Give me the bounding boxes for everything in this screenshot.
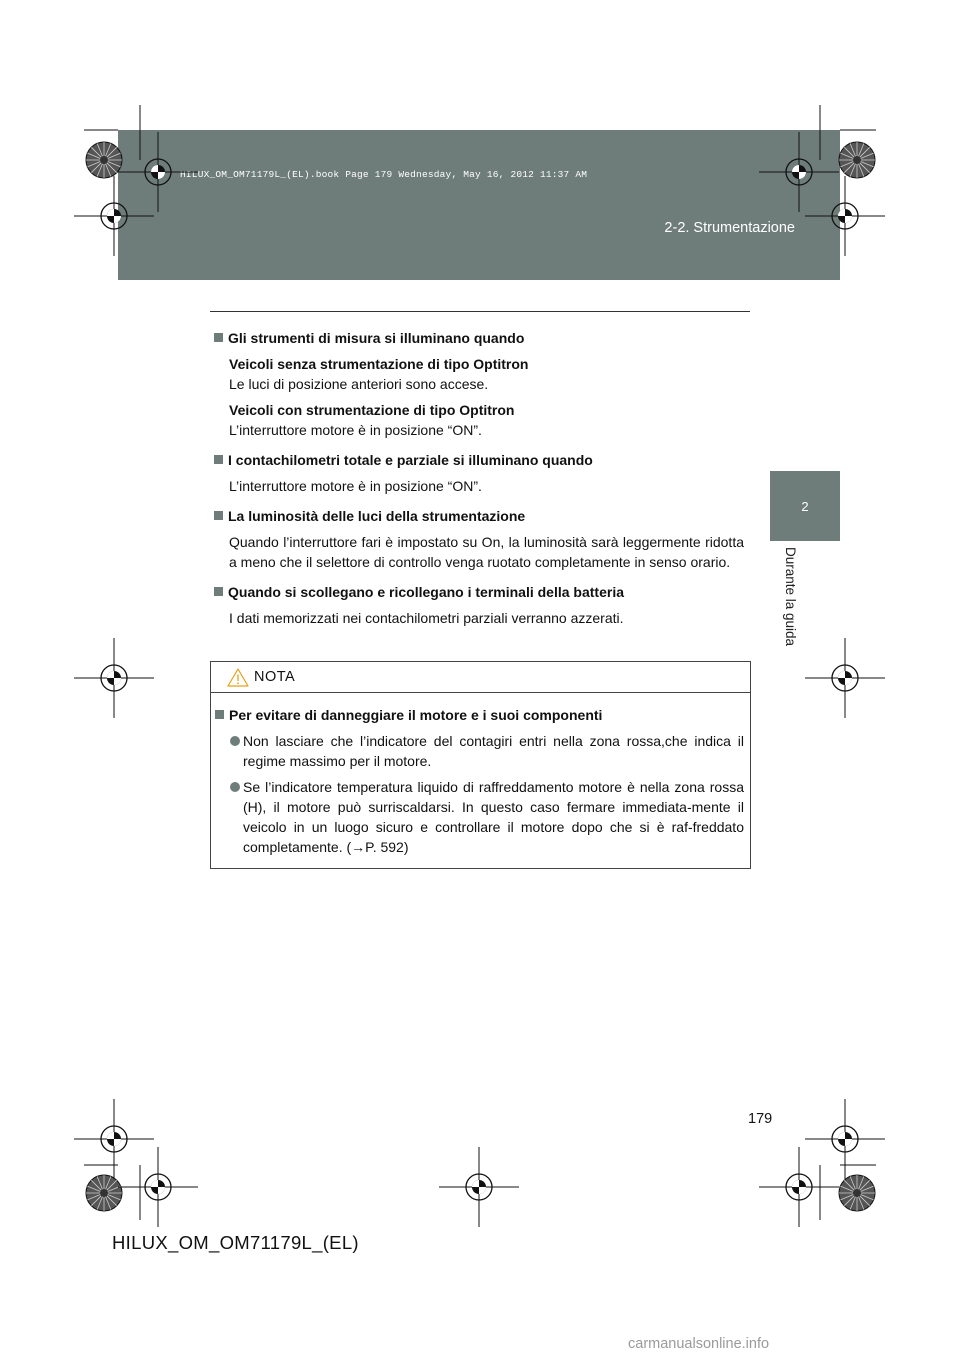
sub-heading: Veicoli con strumentazione di tipo Optitron: [229, 402, 515, 418]
registration-mark-icon: [805, 176, 885, 256]
registration-mark-icon: [74, 1099, 154, 1179]
section-heading: Gli strumenti di misura si illuminano quando: [214, 328, 744, 348]
chapter-number: 2: [801, 499, 809, 514]
page-number: 179: [748, 1111, 773, 1127]
registration-star-icon: [86, 142, 122, 178]
registration-star-icon: [839, 1175, 875, 1211]
body-text: I dati memorizzati nei contachilometri parziali verranno azzerati.: [229, 610, 624, 626]
note-heading: Per evitare di danneggiare il motore e i suoi componenti: [215, 705, 744, 725]
registration-mark-icon: [439, 1147, 519, 1227]
note-bullet: Non lasciare che l’indicatore del contagiri entri nella zona rossa,che indica il regime massimo per il motore.: [215, 731, 744, 771]
registration-mark-icon: [805, 638, 885, 718]
file-stamp: HILUX_OM_OM71179L_(EL).book Page 179 Wednesday, May 16, 2012 11:37 AM: [180, 169, 588, 180]
registration-star-icon: [86, 1175, 122, 1211]
registration-mark-icon: [118, 1147, 198, 1227]
crop-lines: [84, 105, 876, 1220]
section-heading: La luminosità delle luci della strumentazione: [214, 506, 744, 526]
note-bullet: Se l’indicatore temperatura liquido di raffreddamento motore è nella zona rossa (H), il motore può surriscaldarsi. In questo caso fermare immediata-mente il veicolo in un luogo sicuro e controllare il motore dopo che si è raf-freddato completamente. (→P. 592): [215, 777, 744, 857]
body-text: Quando l’interruttore fari è impostato su On, la luminosità sarà leggermente ridotta a meno che il selettore di controllo venga ruotato completamente in senso orario.: [229, 534, 744, 570]
registration-mark-icon: [118, 132, 198, 212]
footer-link[interactable]: carmanualsonline.info: [628, 1336, 770, 1352]
registration-star-icon: [839, 142, 875, 178]
note-title: NOTA: [254, 669, 296, 685]
sub-heading: Veicoli senza strumentazione di tipo Optitron: [229, 356, 529, 372]
registration-mark-icon: [759, 132, 839, 212]
section-heading: Quando si scollegano e ricollegano i terminali della batteria: [214, 582, 744, 602]
body-text: Le luci di posizione anteriori sono accese.: [229, 376, 489, 392]
registration-mark-icon: [74, 638, 154, 718]
registration-mark-icon: [759, 1147, 839, 1227]
document-code: HILUX_OM_OM71179L_(EL): [112, 1232, 359, 1253]
body-text: L’interruttore motore è in posizione “ON”.: [229, 478, 482, 494]
registration-mark-icon: [805, 1099, 885, 1179]
section-heading: I contachilometri totale e parziale si illuminano quando: [214, 450, 744, 470]
chapter-title: Durante la guida: [783, 547, 798, 647]
registration-mark-icon: [74, 176, 154, 256]
body-text: L’interruttore motore è in posizione “ON”.: [229, 422, 482, 438]
section-label: 2-2. Strumentazione: [664, 220, 795, 236]
